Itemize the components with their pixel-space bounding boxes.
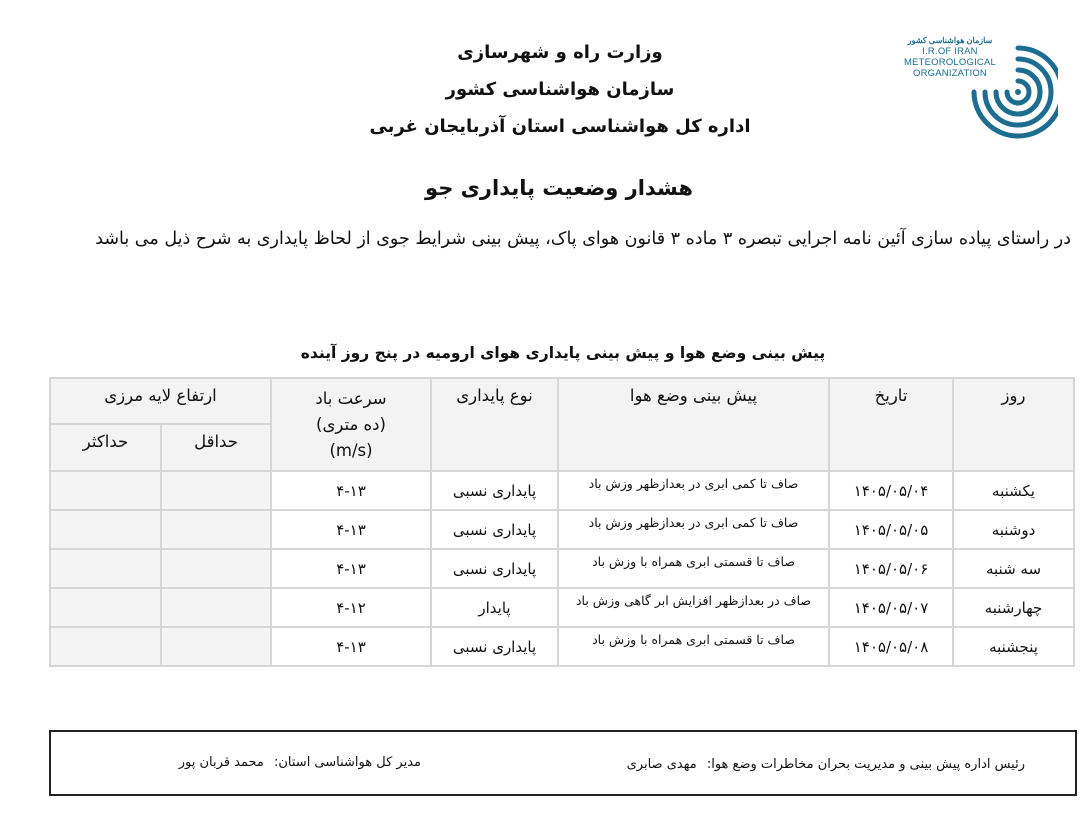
table-row (50, 510, 1074, 549)
min-cell (161, 588, 271, 627)
organization-name: سازمان هواشناسی کشور (445, 79, 675, 100)
forecast-cell: صاف در بعدازظهر افزایش ابر گاهی وزش باد (558, 588, 829, 627)
wind-cell: ۴-۱۲ (271, 588, 431, 627)
header-min: حداقل (161, 424, 271, 471)
header-day: روز (953, 378, 1074, 471)
forecast-table (49, 377, 1075, 667)
min-cell (161, 510, 271, 549)
forecast-cell: صاف تا قسمتی ابری همراه با وزش باد (558, 549, 829, 588)
page-title: هشدار وضعیت پایداری جو (425, 176, 693, 200)
logo-text: سازمان هواشناسی کشور I.R.OF IRAN METEOROLOGICAL ORGANIZATION (903, 36, 996, 79)
director-name: محمد قربان پور (178, 755, 264, 770)
table-row (50, 627, 1074, 666)
table-title: پیش بینی وضع هوا و پیش بینی پایداری هوای ارومیه در پنج روز آینده (300, 344, 826, 362)
stability-cell: پایداری نسبی (431, 510, 558, 549)
ministry-name: وزارت راه و شهرسازی (457, 42, 663, 63)
min-cell (161, 471, 271, 510)
stability-cell: پایداری نسبی (431, 627, 558, 666)
day-cell: دوشنبه (953, 510, 1074, 549)
max-cell (50, 510, 161, 549)
table-row (50, 588, 1074, 627)
header-wind-speed: سرعت باد (ده متری) (m/s) (271, 378, 431, 471)
forecast-head-title: رئیس اداره پیش بینی و مدیریت بحران مخاطرات وضع هوا: (706, 757, 1025, 772)
header-stability: نوع پایداری (431, 378, 558, 471)
day-cell: یکشنبه (953, 471, 1074, 510)
date-cell: ۱۴۰۵/۰۵/۰۴ (829, 471, 953, 510)
meteorological-organization-logo (900, 36, 1060, 146)
signature-box (49, 730, 1077, 796)
forecast-cell: صاف تا کمی ابری در بعدازظهر وزش باد (558, 471, 829, 510)
forecast-cell: صاف تا قسمتی ابری همراه با وزش باد (558, 627, 829, 666)
header-boundary-layer: ارتفاع لایه مرزی (50, 378, 271, 424)
stability-cell: پایداری نسبی (431, 549, 558, 588)
date-cell: ۱۴۰۵/۰۵/۰۸ (829, 627, 953, 666)
wind-cell: ۴-۱۳ (271, 510, 431, 549)
wind-cell: ۴-۱۳ (271, 471, 431, 510)
director-title: مدیر کل هواشناسی استان: (273, 755, 421, 770)
wind-cell: ۴-۱۳ (271, 627, 431, 666)
day-cell: پنجشنبه (953, 627, 1074, 666)
max-cell (50, 627, 161, 666)
header-forecast: پیش بینی وضع هوا (558, 378, 829, 471)
min-cell (161, 549, 271, 588)
table-row (50, 549, 1074, 588)
day-cell: چهارشنبه (953, 588, 1074, 627)
intro-paragraph: در راستای پیاده سازی آئین نامه اجرایی تبصره ۳ ماده ۳ قانون هوای پاک، پیش بینی شرایط جوی از لحاظ پایداری به شرح ذیل می باشد (95, 229, 1071, 249)
forecast-head-signature (621, 757, 1025, 772)
header (330, 34, 790, 145)
header-date: تاریخ (829, 378, 953, 471)
forecast-head-name: مهدی صابری (626, 757, 697, 772)
table-row (50, 471, 1074, 510)
stability-cell: پایدار (431, 588, 558, 627)
min-cell (161, 627, 271, 666)
stability-cell: پایداری نسبی (431, 471, 558, 510)
date-cell: ۱۴۰۵/۰۵/۰۷ (829, 588, 953, 627)
header-max: حداکثر (50, 424, 161, 471)
max-cell (50, 549, 161, 588)
swirl-icon (928, 38, 1058, 148)
department-name: اداره کل هواشناسی استان آذربایجان غربی (369, 116, 751, 137)
director-signature (173, 755, 421, 770)
max-cell (50, 588, 161, 627)
day-cell: سه شنبه (953, 549, 1074, 588)
date-cell: ۱۴۰۵/۰۵/۰۶ (829, 549, 953, 588)
date-cell: ۱۴۰۵/۰۵/۰۵ (829, 510, 953, 549)
forecast-cell: صاف تا کمی ابری در بعدازظهر وزش باد (558, 510, 829, 549)
max-cell (50, 471, 161, 510)
wind-cell: ۴-۱۳ (271, 549, 431, 588)
